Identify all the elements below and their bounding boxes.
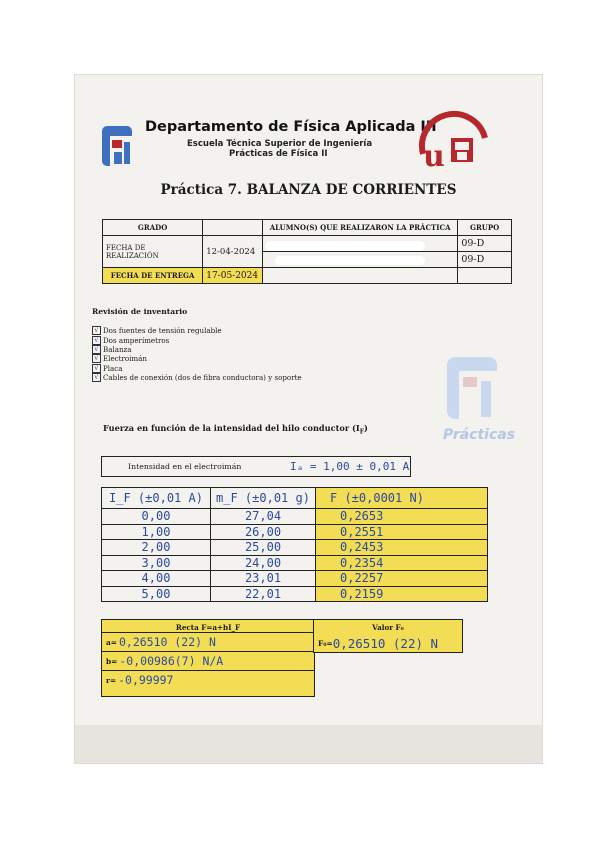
cell-force[interactable]: 0,2551 bbox=[316, 524, 488, 540]
header-mass: m_F (±0,01 g) bbox=[211, 488, 316, 509]
grado-blank[interactable] bbox=[203, 220, 263, 236]
grupo-3[interactable] bbox=[458, 268, 512, 284]
cell-current[interactable]: 5,00 bbox=[102, 586, 211, 602]
inventory-item bbox=[92, 364, 302, 373]
checkbox[interactable]: √ bbox=[92, 326, 101, 335]
inventory-item bbox=[92, 354, 302, 363]
table-row bbox=[102, 524, 488, 540]
alumno-3[interactable] bbox=[262, 268, 457, 284]
header-current: I_F (±0,01 A) bbox=[102, 488, 211, 509]
fit-a-row: a= 0,26510 (22) N bbox=[102, 632, 314, 651]
fecha-entrega-label: FECHA DE ENTREGA bbox=[103, 268, 203, 284]
table-row bbox=[102, 586, 488, 602]
inventory-item-label: Dos amperímetros bbox=[103, 335, 170, 345]
checkbox[interactable]: √ bbox=[92, 345, 101, 354]
page-bottom-shadow bbox=[75, 725, 542, 763]
f0-value[interactable]: 0,26510 (22) N bbox=[332, 636, 439, 651]
inventory-item bbox=[92, 335, 302, 344]
fit-r-value[interactable]: -0,99997 bbox=[118, 673, 174, 687]
fecha-realizacion-value[interactable]: 12-04-2024 bbox=[203, 236, 263, 268]
redacted-name-2 bbox=[275, 256, 425, 265]
inventory-list bbox=[92, 326, 302, 382]
fit-r-row: r= -0,99997 bbox=[102, 670, 314, 689]
cell-current[interactable]: 3,00 bbox=[102, 555, 211, 571]
watermark-text: Prácticas bbox=[443, 427, 516, 443]
checkbox[interactable]: √ bbox=[92, 354, 101, 363]
inventory-item bbox=[92, 345, 302, 354]
inventory-item bbox=[92, 326, 302, 335]
header-force: F (±0,0001 N) bbox=[316, 488, 488, 509]
cell-force[interactable]: 0,2453 bbox=[316, 540, 488, 556]
fit-b-row: b= -0,00986(7) N/A bbox=[102, 651, 314, 670]
cell-current[interactable]: 2,00 bbox=[102, 540, 211, 556]
electromagnet-current-box bbox=[101, 456, 411, 477]
school-name: Escuela Técnica Superior de Ingeniería bbox=[187, 139, 373, 149]
col-grupo: GRUPO bbox=[458, 220, 512, 236]
cell-mass[interactable]: 24,00 bbox=[211, 555, 316, 571]
cell-current[interactable]: 4,00 bbox=[102, 571, 211, 587]
cell-mass[interactable]: 25,00 bbox=[211, 540, 316, 556]
grupo-2[interactable]: 09-D bbox=[458, 252, 512, 268]
inventory-item-label: Balanza bbox=[103, 344, 132, 354]
grupo-1[interactable]: 09-D bbox=[458, 236, 512, 252]
practicas-watermark bbox=[443, 357, 516, 449]
col-alumnos: ALUMNO(S) QUE REALIZARON LA PRÁCTICA bbox=[262, 220, 457, 236]
fit-a-value[interactable]: 0,26510 (22) N bbox=[118, 635, 216, 649]
redacted-name-1 bbox=[265, 241, 425, 251]
practice-title: Práctica 7. BALANZA DE CORRIENTES bbox=[160, 182, 457, 198]
cell-current[interactable]: 1,00 bbox=[102, 524, 211, 540]
fecha-entrega-value[interactable]: 17-05-2024 bbox=[203, 268, 263, 284]
cell-mass[interactable]: 26,00 bbox=[211, 524, 316, 540]
checkbox[interactable]: √ bbox=[92, 364, 101, 373]
section-title: Fuerza en función de la intensidad del hilo conductor $(I_F)$ bbox=[103, 423, 368, 436]
cell-force[interactable]: 0,2257 bbox=[316, 571, 488, 587]
fecha-realizacion-label: FECHA DE REALIZACIÓN bbox=[103, 236, 203, 268]
cell-force[interactable]: 0,2354 bbox=[316, 555, 488, 571]
col-grado: GRADO bbox=[103, 220, 203, 236]
cell-mass[interactable]: 23,01 bbox=[211, 571, 316, 587]
inventory-item-label: Dos fuentes de tensión regulable bbox=[103, 326, 222, 336]
inventory-title: Revisión de inventario bbox=[92, 307, 188, 316]
cell-mass[interactable]: 22,01 bbox=[211, 586, 316, 602]
svg-text:u: u bbox=[423, 139, 445, 174]
linear-fit-box bbox=[101, 619, 315, 697]
electromagnet-current-value[interactable]: Iₐ = 1,00 ± 0,01 A bbox=[290, 460, 410, 473]
university-seal bbox=[417, 108, 491, 174]
cell-force[interactable]: 0,2159 bbox=[316, 586, 488, 602]
department-name: Departamento de Física Aplicada III bbox=[145, 119, 437, 135]
table-row bbox=[102, 555, 488, 571]
checkbox[interactable]: √ bbox=[92, 336, 101, 345]
f0-title: Valor F₀ bbox=[372, 623, 404, 632]
electromagnet-current-label: Intensidad en el electroimán bbox=[128, 462, 242, 471]
cell-force[interactable]: 0,2653 bbox=[316, 509, 488, 525]
cell-current[interactable]: 0,00 bbox=[102, 509, 211, 525]
info-table bbox=[102, 219, 512, 284]
f0-value-box: Valor F₀ F₀= 0,26510 (22) N bbox=[313, 619, 463, 653]
fit-b-value[interactable]: -0,00986(7) N/A bbox=[119, 654, 224, 668]
data-table bbox=[101, 487, 488, 602]
inventory-item-label: Cables de conexión (dos de fibra conductora) y soporte bbox=[103, 373, 302, 383]
table-row bbox=[102, 509, 488, 525]
department-logo bbox=[102, 120, 140, 170]
inventory-item-label: Electroimán bbox=[103, 354, 147, 364]
inventory-item bbox=[92, 373, 302, 382]
cell-mass[interactable]: 27,04 bbox=[211, 509, 316, 525]
course-name: Prácticas de Física II bbox=[229, 149, 328, 159]
inventory-item-label: Placa bbox=[103, 363, 123, 373]
linear-fit-title: Recta F=a+bI_F bbox=[175, 623, 241, 632]
table-row bbox=[102, 540, 488, 556]
document-page bbox=[75, 75, 542, 763]
checkbox[interactable]: √ bbox=[92, 373, 101, 382]
table-row bbox=[102, 571, 488, 587]
